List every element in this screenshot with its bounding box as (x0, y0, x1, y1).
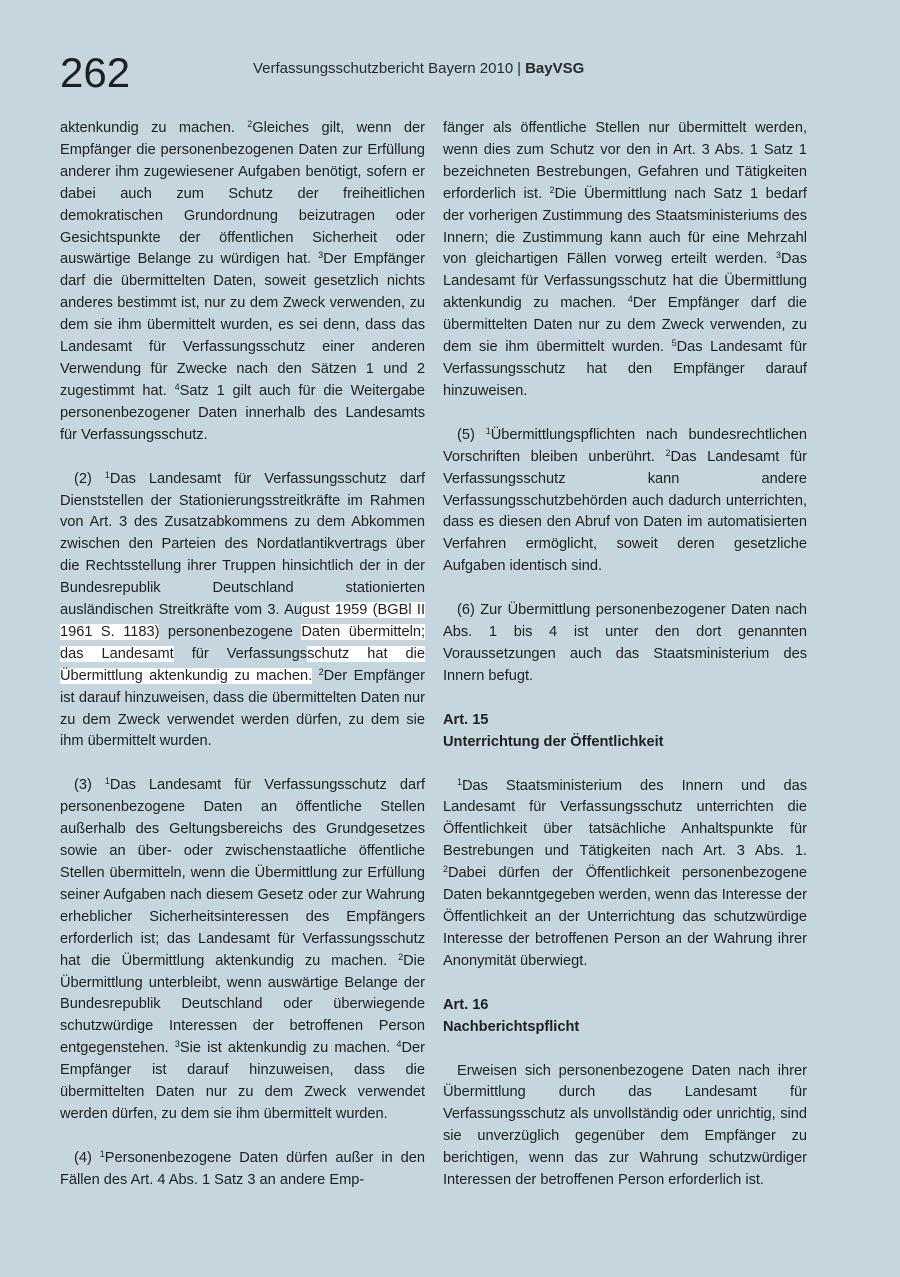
highlighted-text: Daten übermitteln; das Landesamt (60, 623, 426, 662)
paragraph-4: (4) $^1$Personenbezogene Daten dürfen außer in den Fällen des Art. 4 Abs. 1 Satz 3 an andere Emp- (60, 1148, 426, 1188)
paragraph-2: (2) $^1$Das Landesamt für Verfassungsschutz darf Dienststellen der Stationierungsstreitkräfte im Rahmen von Art. 3 des Zusatzabkommens zu dem Abkommen zwischen den Parteien des Nordatlantikvertrags über die Rechtsstellung ihrer Truppen hinsichtlich der in der Bundesrepublik Deutschland stationierten ausländischen Streitkräfte vom 3. August 1959 (BGBl II 1961 S. 1183) personenbezogene Daten übermitteln; das Landesamt für Verfassungsschutz hat die Übermittlung aktenkundig zu machen. $^2$Der Empfänger ist darauf hinzuweisen, dass die übermittelten Daten nur zu dem Zweck verwendet werden dürfen, zu dem sie ihm übermittelt wurden. (60, 469, 426, 750)
paragraph-continuation: fänger als öffentliche Stellen nur übermittelt werden, wenn dies zum Schutz vor den in Art. 3 Abs. 1 Satz 1 bezeichneten Bestrebungen, Gefahren und Tätigkeiten erforderlich ist. $^2$Die Übermittlung nach Satz 1 bedarf der vorherigen Zustimmung des Staatsministeriums des Innern; die Zustimmung kann auch für eine Mehrzahl von gleichartigen Fällen vorweg erteilt werden. $^3$Das Landesamt für Verfassungsschutz hat die Übermittlung aktenkundig zu machen. $^4$Der Empfänger darf die übermittelten Daten nur zu dem Zweck verwenden, zu dem sie ihm übermittelt wurden. $^5$Das Landesamt für Verfassungsschutz hat den Empfänger darauf hinzuweisen. (443, 120, 807, 399)
paragraph-5: (5) $^1$Übermittlungspflichten nach bundesrechtlichen Vorschriften bleiben unberührt. $^2$Das Landesamt für Verfassungsschutz kann andere Verfassungsschutzbehörden auch dadurch unterrichten, dass es diesen den Abruf von Daten im automatisierten Verfahren ermöglicht, soweit deren gesetzliche Aufgaben identisch sind. (443, 425, 808, 575)
article-number: Art. 15 (443, 711, 489, 728)
article-title: Unterrichtung der Öffentlichkeit (443, 733, 664, 750)
report-title: Verfassungsschutzbericht Bayern 2010 (253, 60, 514, 77)
left-column (60, 118, 425, 1214)
paragraph-6: (6) Zur Übermittlung personenbezogener Daten nach Abs. 1 bis 4 ist unter den dort genannten Voraussetzungen auch das Staatsministerium des Innern befugt. (443, 602, 807, 684)
article-15-body: $^1$Das Staatsministerium des Innern und das Landesamt für Verfassungsschutz unterrichten die Öffentlichkeit über tatsächliche Anhaltspunkte für Bestrebungen und Tätigkeiten nach Art. 3 Abs. 1. $^2$Dabei dürfen der Öffentlichkeit personenbezogene Daten bekanntgegeben werden, wenn das Interesse der Öffentlichkeit an der Unterrichtung das schutzwürdige Interesse der betroffenen Person an der Wahrung ihrer Anonymität überwiegt. (443, 776, 807, 969)
right-column (443, 118, 807, 1214)
header-separator: | (517, 60, 522, 77)
running-header (253, 60, 584, 77)
highlighted-text: schutz hat die Übermittlung aktenkundig zu machen. (60, 645, 425, 684)
article-16-body: Erweisen sich personenbezogene Daten nach ihrer Übermittlung durch das Landesamt für Verfassungsschutz als unvollständig oder unrichtig, sind sie unverzüglich gegenüber dem Empfänger zu berichtigen, wenn das zur Wahrung schutzwürdiger Interessen der betroffenen Person erforderlich ist. (443, 1062, 807, 1189)
paragraph-3: (3) $^1$Das Landesamt für Verfassungsschutz darf personenbezogene Daten an öffentliche Stellen außerhalb des Geltungsbereichs des Grundgesetzes sowie an über- oder zwischenstaatliche öffentliche Stellen übermitteln, wenn die Übermittlung zur Erfüllung seiner Aufgaben nach diesem Gesetz oder zur Wahrung erheblicher Sicherheitsinteressen des Empfängers erforderlich ist; das Landesamt für Verfassungsschutz hat die Übermittlung aktenkundig zu machen. $^2$Die Übermittlung unterbleibt, wenn auswärtige Belange der Bundesrepublik Deutschland oder überwiegende schutzwürdige Interessen der betroffenen Person entgegenstehen. $^3$Sie ist aktenkundig zu machen. $^4$Der Empfänger ist darauf hinzuweisen, dass die übermittelten Daten nur zu dem Zweck verwendet werden dürfen, zu dem sie ihm übermittelt wurden. (60, 776, 425, 1122)
article-title: Nachberichtspflicht (443, 1018, 580, 1035)
article-16-heading (443, 995, 807, 1039)
page-number: 262 (60, 49, 131, 96)
section-title: BayVSG (525, 60, 585, 77)
highlighted-text: gust 1959 (BGBl II 1961 S. 1183) (60, 602, 426, 640)
paragraph-continuation: aktenkundig zu machen. $^2$Gleiches gilt, wenn der Empfänger die personenbezogenen Daten zur Erfüllung anderer ihm zugewiesener Aufgaben benötigt, sofern er dabei auch zum Schutz der freiheitlichen demokratischen Grundordnung beizutragen oder Gesichtspunkte der öffentlichen Sicherheit oder auswärtige Belange zu würdigen hat. $^3$Der Empfänger darf die übermittelten Daten, soweit gesetzlich nichts anderes bestimmt ist, nur zu dem Zweck verwenden, zu dem sie ihm übermittelt wurden, es sei denn, dass das Landesamt für Verfassungsschutz einer anderen Verwendung für Zwecke nach den Sätzen 1 und 2 zugestimmt hat. $^4$Satz 1 gilt auch für die Weitergabe personenbezogener Daten innerhalb des Landesamts für Verfassungsschutz. (60, 119, 425, 443)
article-number: Art. 16 (443, 996, 489, 1013)
article-15-heading (443, 710, 807, 754)
